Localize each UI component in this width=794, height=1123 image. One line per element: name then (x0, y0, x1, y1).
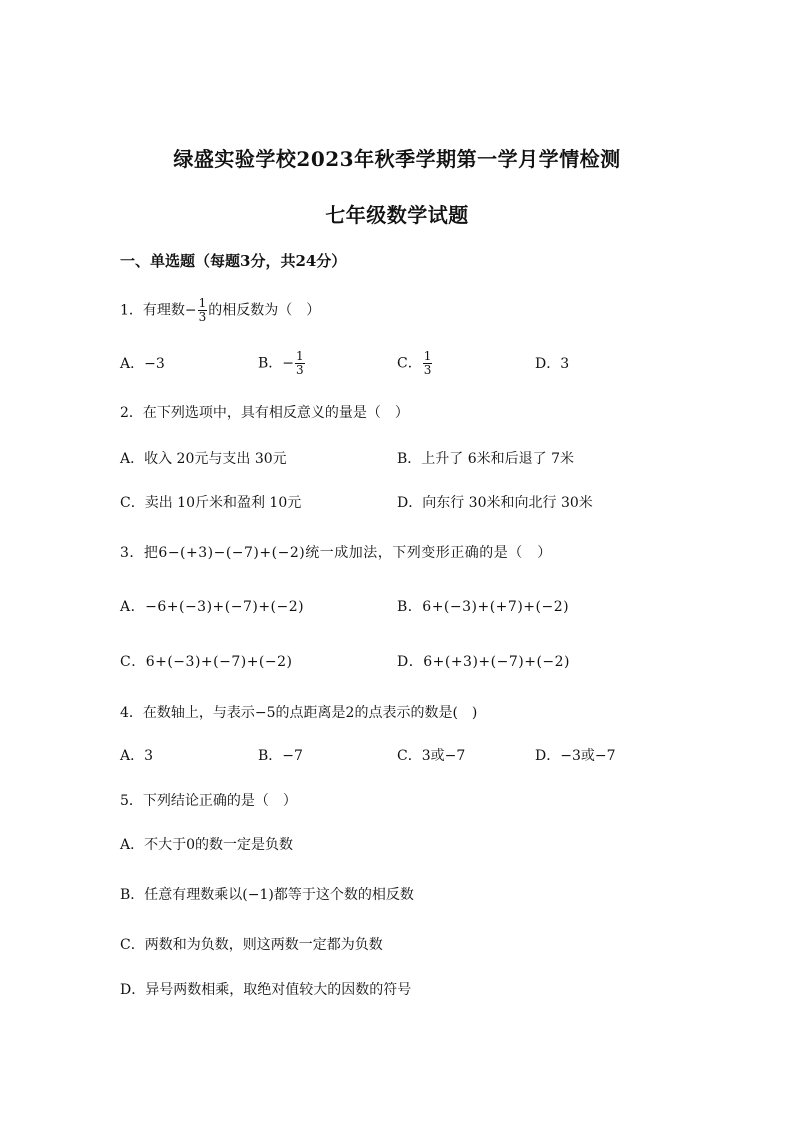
question-3-option-c: C．6+(−3)+(−7)+(−2) (120, 654, 293, 670)
option-c-prefix: C． (397, 355, 422, 372)
question-5-stem: 5．下列结论正确的是（ ） (120, 793, 297, 809)
question-1-option-c (397, 350, 433, 377)
option-c-fraction (423, 350, 433, 377)
question-1-fraction (198, 297, 208, 324)
question-2-stem: 2．在下列选项中，具有相反意义的量是（ ） (120, 405, 409, 421)
question-2-option-d: D．向东行 30米和向北行 30米 (397, 495, 593, 511)
exam-subtitle: 七年级数学试题 (325, 203, 469, 227)
question-4-option-a: A．3 (120, 748, 154, 764)
question-1-option-b (258, 350, 306, 377)
question-4-option-d: D．−3或−7 (535, 748, 616, 764)
question-2-option-a: A．收入 20元与支出 30元 (120, 451, 287, 467)
question-3-option-d: D．6+(+3)+(−7)+(−2) (397, 654, 571, 670)
question-2-option-c: C．卖出 10斤米和盈利 10元 (120, 495, 302, 511)
fraction-numerator: 1 (296, 349, 304, 363)
question-3-option-b: B．6+(−3)+(+7)+(−2) (397, 599, 570, 615)
question-2-option-b: B．上升了 6米和后退了 7米 (397, 451, 575, 467)
question-1-suffix: 的相反数为（ ） (208, 302, 321, 319)
fraction-denominator: 3 (423, 363, 432, 377)
question-3-stem: 3．把6−(+3)−(−7)+(−2)统一成加法，下列变形正确的是（ ） (120, 545, 552, 561)
question-1-prefix: 1．有理数− (120, 302, 197, 319)
fraction-denominator: 3 (198, 310, 207, 324)
question-5-option-c: C．两数和为负数，则这两数一定都为负数 (120, 937, 383, 953)
option-b-fraction (295, 350, 305, 377)
question-3-option-a: A．−6+(−3)+(−7)+(−2) (120, 599, 305, 615)
question-5-option-a: A．不大于0的数一定是负数 (120, 837, 294, 853)
question-5-option-d: D．异号两数相乘，取绝对值较大的因数的符号 (120, 982, 412, 998)
fraction-numerator: 1 (423, 349, 432, 363)
question-1-option-a: A．−3 (120, 356, 165, 372)
fraction-denominator: 3 (296, 363, 304, 377)
fraction-numerator: 1 (198, 296, 207, 310)
question-4-stem: 4．在数轴上，与表示−5的点距离是2的点表示的数是( ) (120, 705, 478, 721)
question-4-option-b: B．−7 (258, 748, 303, 764)
question-4-option-c: C．3或−7 (397, 748, 466, 764)
exam-title: 绿盛实验学校2023年秋季学期第一学月学情检测 (173, 147, 621, 171)
question-1-option-d: D．3 (535, 356, 570, 372)
question-5-option-b: B．任意有理数乘以(−1)都等于这个数的相反数 (120, 887, 414, 903)
option-b-prefix: B．− (258, 355, 295, 372)
section-heading: 一、单选题（每题3分，共24分） (120, 252, 347, 270)
question-1 (120, 297, 320, 324)
